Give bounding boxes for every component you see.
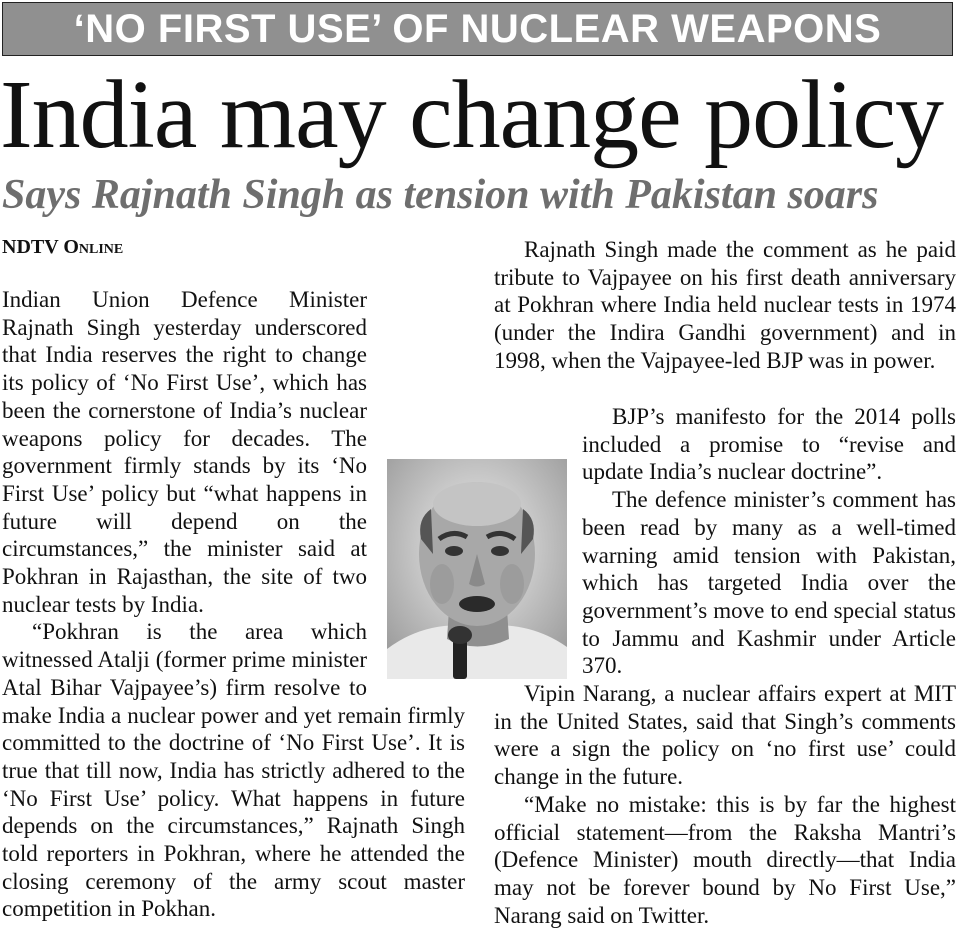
byline-outlet: NDTV (2, 236, 59, 258)
paragraph: Vipin Narang, a nuclear affairs expert at MIT in the United States, said that Singh’s comments were a sign the policy on ‘no first use’ could change in the future. (494, 681, 956, 790)
headline: India may change policy (0, 61, 944, 169)
paragraph: Rajnath Singh made the comment as he paid tribute to Vajpayee on his first death anniversary at Pokhran where India held nuclear tests in 1974 (under the Indira Gandhi government) and in 1998, when the Vajpayee-led BJP was in power. (494, 237, 956, 373)
paragraph: “Make no mistake: this is by far the highest official statement—from the Raksha Mantri’s (Defence Minister) mouth directly—that India may not be forever bound by No First Use,” Narang said on Twitter. (494, 791, 956, 928)
right-top-flow (494, 236, 956, 403)
paragraph: BJP’s manifesto for the 2014 polls included a promise to “revise and update India’s nuclear doctrine”. (582, 404, 956, 485)
section-kicker (2, 2, 953, 56)
paragraph: “Pokhran is the area which witnessed Atalji (former prime minister Atal Bihar Vajpayee’s) firm resolve to make India a nuclear power and yet remain firmly committed to the doctrine of ‘No First Use’. It is true that till now, India has strictly adhered to the ‘No First Use’ policy. What happens in future depends on the circumstances,” Rajnath Singh told reporters in Pokhran, where he attended the closing ceremony of the army scout master competition in Pokhan. (2, 619, 465, 922)
subheadline: Says Rajnath Singh as tension with Pakistan soars (2, 172, 879, 218)
byline (2, 236, 123, 259)
portrait-illustration (387, 459, 567, 679)
paragraph: The defence minister’s comment has been read by many as a well-timed warning amid tension with Pakistan, which has targeted India over the government’s move to end special status to Jammu and Kashmir under Article 370. (582, 487, 956, 679)
kicker-text: ‘NO FIRST USE’ OF NUCLEAR WEAPONS (73, 6, 882, 51)
byline-section: Online (63, 236, 124, 258)
paragraph: Indian Union Defence Minister Rajnath Singh yesterday underscored that India reserves the right to change its policy of ‘No First Use’, which has been the cornerstone of India’s nuclear weapons policy for decades. The government firmly stands by its ‘No First Use’ policy but “what happens in future will depend on the circumstances,” the minister said at Pokhran in Rajasthan, the site of two nuclear tests by India. (2, 287, 367, 617)
person-photo (387, 459, 567, 679)
